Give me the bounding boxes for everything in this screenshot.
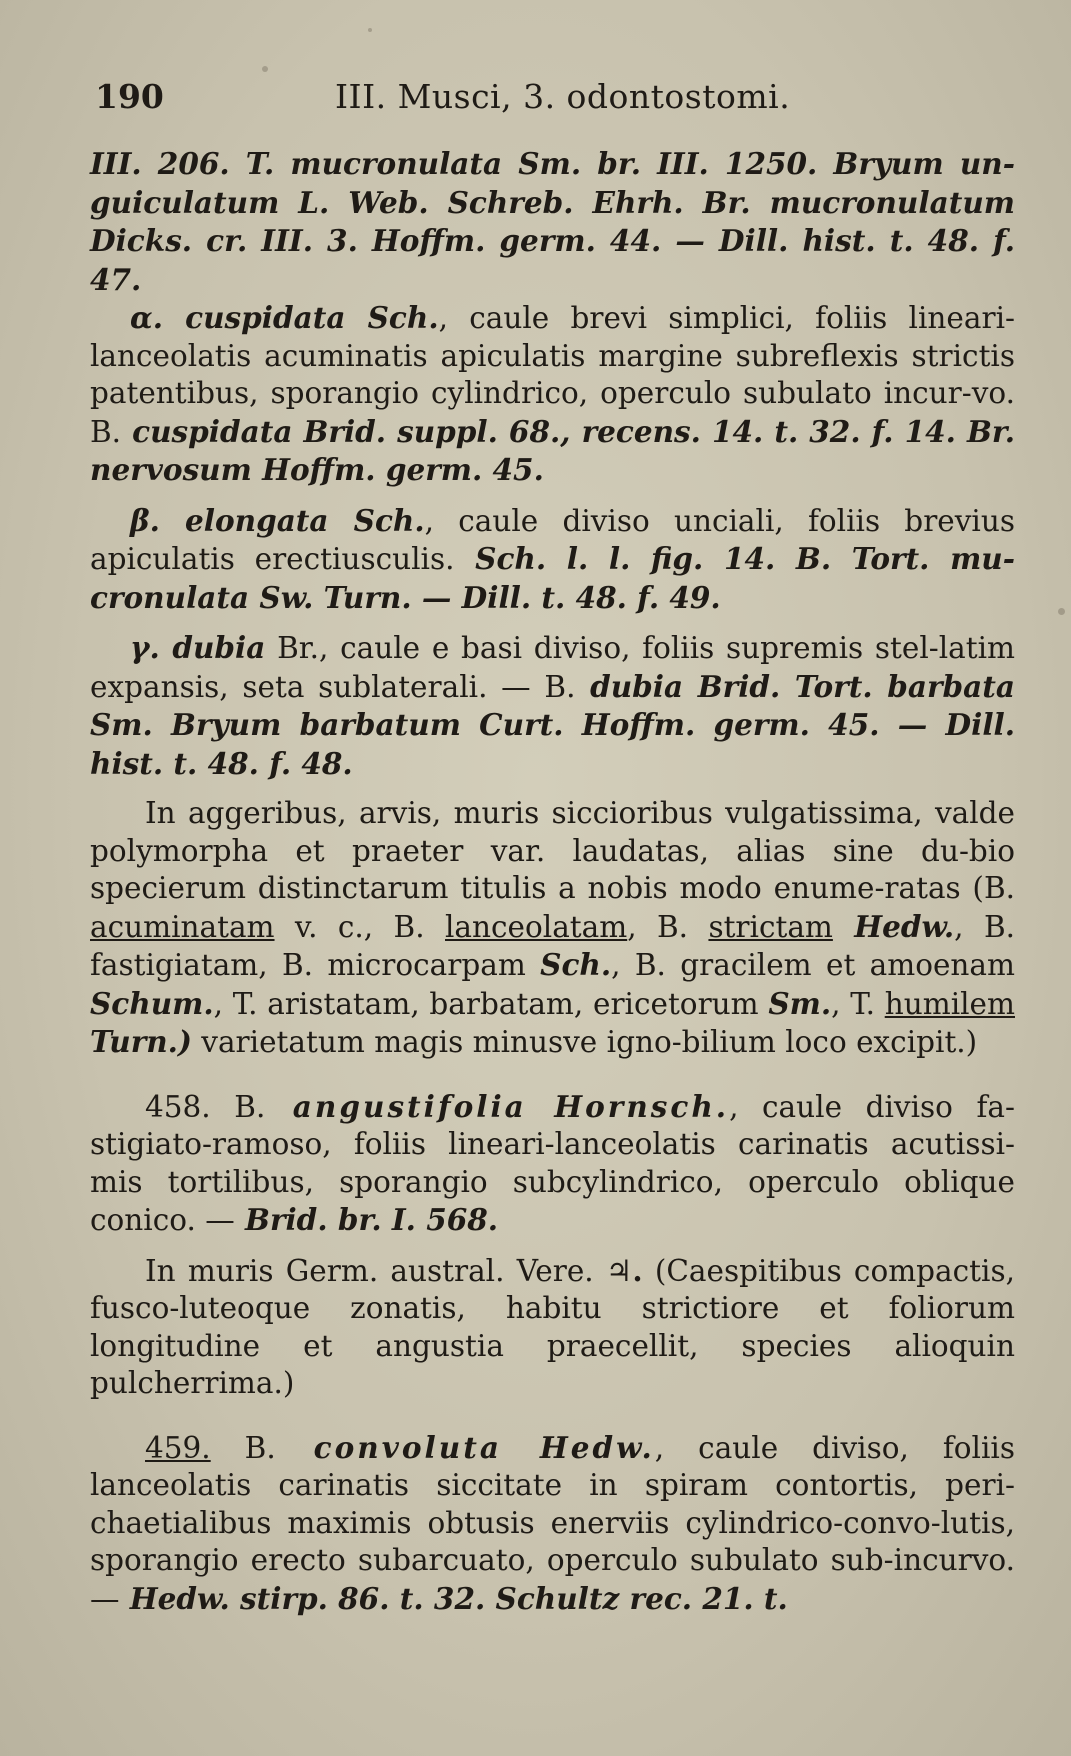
author-abbrev: Hedw. — [832, 908, 955, 944]
variety-gamma-text: Br., caule e basi diviso, foliis supremis stel-latim expansis, seta sublaterali. — B. — [90, 631, 1016, 704]
habitat-text: In muris Germ. austral. Vere. — [145, 1253, 606, 1288]
habitat-text: , B. gracilem et amoenam — [611, 948, 1015, 982]
species-459-number: 459. — [145, 1430, 211, 1465]
variety-beta — [90, 502, 1015, 618]
perennial-symbol-icon: ♃. — [605, 1252, 643, 1288]
habitat-text: varietatum magis minusve igno-bilium loco excipit.) — [191, 1025, 978, 1059]
running-head: III. Musci, 3. odontostomi. — [335, 77, 791, 116]
habitat-text: , B. — [627, 909, 709, 944]
habitat-text: v. c., B. — [274, 909, 445, 944]
ink-speck-icon — [368, 28, 372, 32]
synonymy-paragraph — [90, 145, 1015, 299]
habitat-text: In aggeribus, arvis, muris siccioribus vulgatissima, valde polymorpha et praeter var. laudatas, alias sine du-bio specierum distinctarum titulis a nobis modo enume-ratas (B. — [90, 796, 1015, 905]
variety-beta-label: β. elongata Sch. — [130, 502, 425, 538]
variety-gamma-label: γ. dubia — [130, 630, 266, 665]
habitat-paragraph — [90, 795, 1015, 1062]
body-text — [90, 145, 1015, 1618]
author-abbrev: Sch. — [540, 947, 612, 982]
synonymy-citation: III. 206. T. mucronulata Sm. br. III. 1250. Bryum un-guiculatum L. Web. Schreb. Ehrh. Br. mucronulatum Dicks. cr. III. 3. Hoffm. germ. 44. — Dill. hist. t. 48. f. 47. — [90, 146, 1015, 297]
species-458-number: 458. B. — [145, 1089, 266, 1124]
genus-abbrev: B. — [210, 1430, 276, 1465]
habitat-text: , B. fastigiatam, B. microcarpam — [90, 909, 1016, 982]
species-458 — [90, 1088, 1015, 1240]
species-458-name: angustifolia Hornsch. — [265, 1088, 730, 1124]
variety-gamma-ref: dubia Brid. Tort. barbata Sm. Bryum barbatum Curt. Hoffm. germ. 45. — Dill. hist. t. 48. f. 48. — [90, 668, 1015, 781]
variety-gamma — [90, 629, 1015, 783]
species-459-name: convoluta Hedw. — [275, 1429, 655, 1465]
variety-alpha — [90, 299, 1015, 490]
species-459 — [90, 1429, 1015, 1619]
ink-speck-icon — [262, 66, 268, 72]
species-458-description: , caule diviso fa-stigiato-ramoso, foliis lineari-lanceolatis carinatis acutissi-mis tortilibus, sporangio subcylindrico, operculo oblique conico. — — [90, 1089, 1015, 1237]
variety-beta-ref: Sch. l. l. fig. 14. B. Tort. mu-cronulata Sw. Turn. — Dill. t. 48. f. 49. — [90, 541, 1015, 615]
variety-alpha-ref: cuspidata Brid. suppl. 68., recens. 14. t. 32. f. 14. Br. nervosum Hoffm. germ. 45. — [90, 413, 1015, 487]
page-header — [95, 72, 1015, 122]
author-abbrev: Turn.) — [90, 1024, 192, 1059]
strictam: strictam — [708, 909, 833, 944]
species-458-habitat — [90, 1252, 1015, 1403]
variety-alpha-label: α. cuspidata Sch. — [130, 300, 439, 335]
author-abbrev: Schum. — [90, 985, 214, 1021]
ink-speck-icon — [1058, 608, 1065, 615]
species-458-ref: Brid. br. I. 568. — [234, 1202, 499, 1237]
humilem: humilem — [884, 986, 1015, 1021]
acuminatam: acuminatam — [90, 909, 275, 944]
habitat-text: , T. — [831, 986, 885, 1021]
species-459-ref: Hedw. stirp. 86. t. 32. Schultz rec. 21. t. — [119, 1580, 788, 1616]
variety-beta-text: , caule diviso unciali, foliis brevius apiculatis erectiusculis. — [90, 503, 1015, 576]
author-abbrev: Sm. — [768, 985, 832, 1021]
habitat-text: , T. aristatam, barbatam, ericetorum — [213, 986, 769, 1021]
habitat-text: (Caespitibus compactis, fusco-luteoque zonatis, habitu strictiore et foliorum longitudine et angustia praecellit, species alioquin pulcherrima.) — [90, 1253, 1015, 1400]
variety-alpha-text: , caule brevi simplici, foliis lineari-lanceolatis acuminatis apiculatis margine subreflexis strictis patentibus, sporangio cylindrico, operculo subulato incur-vo. B. — [90, 301, 1015, 449]
page-number: 190 — [95, 77, 164, 116]
lanceolatam: lanceolatam — [445, 909, 628, 944]
species-459-description: , caule diviso, foliis lanceolatis carinatis siccitate in spiram contortis, peri-chaetialibus maximis obtusis enerviis cylindrico-convo-lutis, sporangio erecto subarcuato, operculo subulato sub-incurvo. — — [90, 1430, 1015, 1616]
